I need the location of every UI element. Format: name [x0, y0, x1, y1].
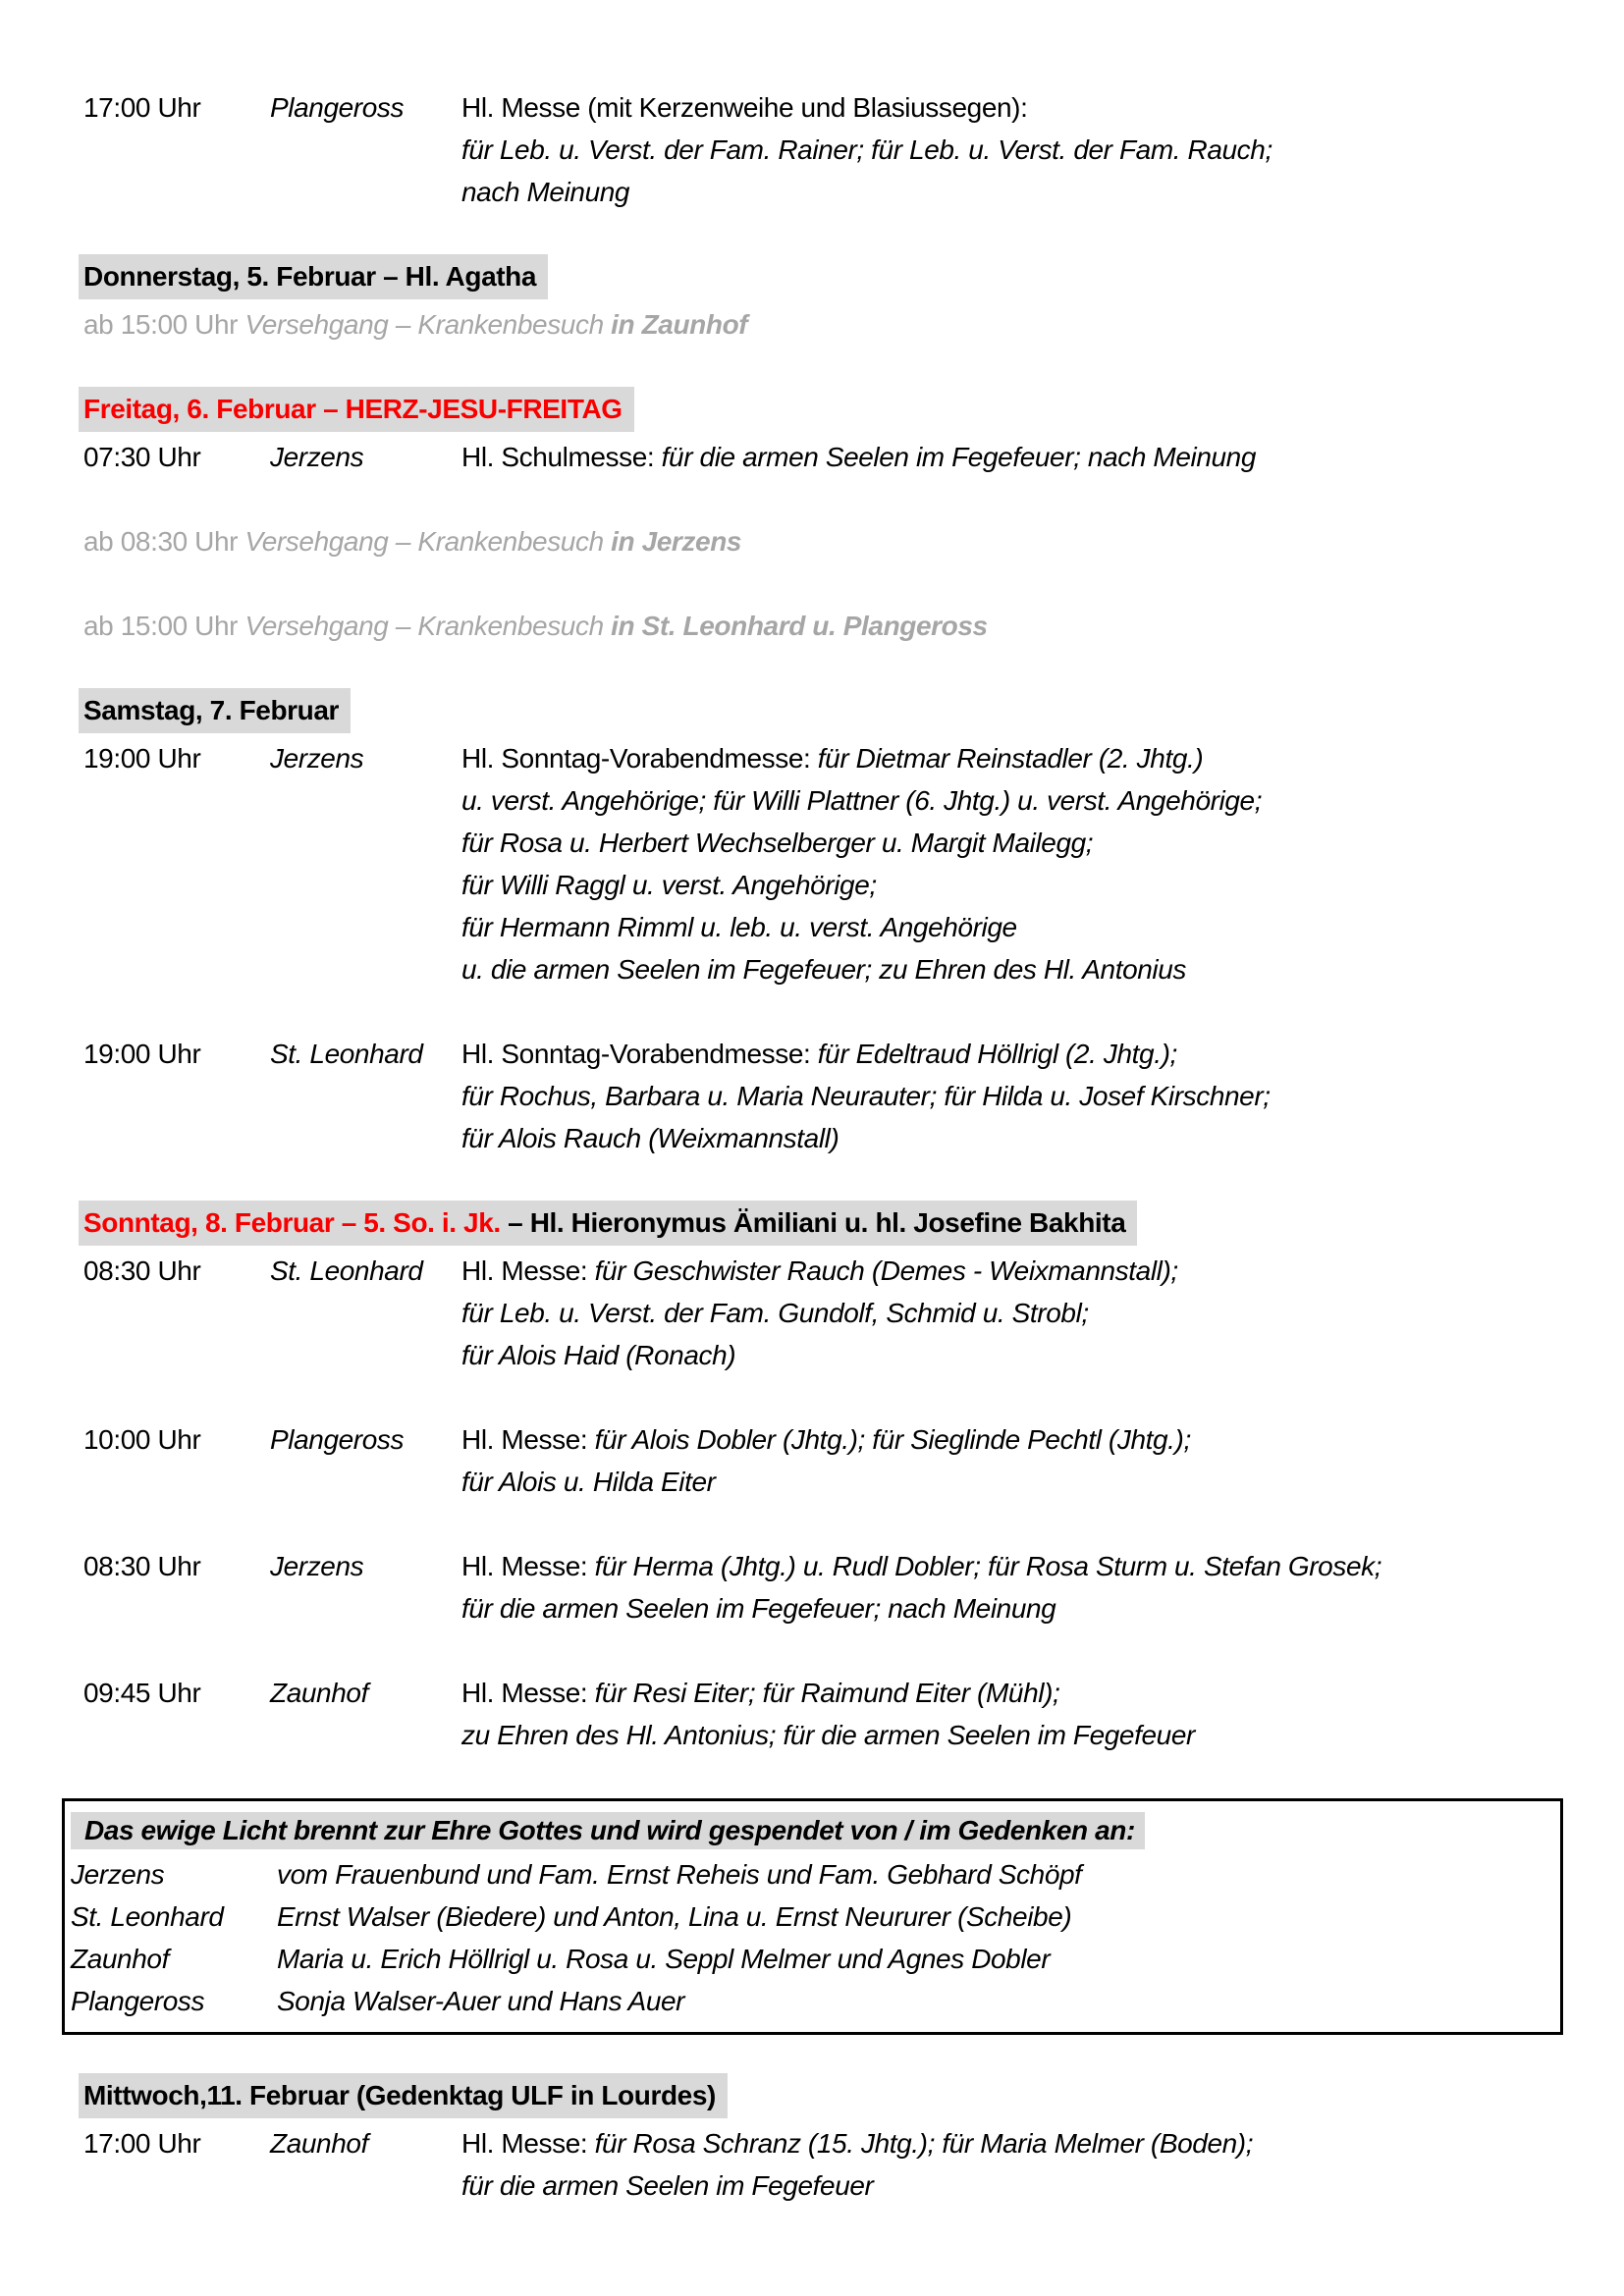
mass-time: 17:00 Uhr	[83, 2128, 201, 2159]
mass-intentions	[461, 1672, 1567, 1756]
mass-entry	[83, 436, 1567, 478]
day-header-text	[79, 688, 351, 733]
mass-entry	[83, 737, 1567, 990]
versehgang-label: Versehgang – Krankenbesuch	[244, 309, 612, 340]
mass-place: Zaunhof	[270, 1678, 368, 1708]
intention-text: für die armen Seelen im Fegefeuer; nach Meinung	[661, 442, 1257, 472]
mass-type-label: Hl. Sonntag-Vorabendmesse:	[461, 743, 818, 774]
place-label: St. Leonhard	[71, 1901, 224, 1932]
mass-time: 19:00 Uhr	[83, 1039, 201, 1069]
donors-text: Maria u. Erich Höllrigl u. Rosa u. Seppl Melmer und Agnes Dobler	[277, 1944, 1051, 1974]
mass-place: St. Leonhard	[270, 1039, 423, 1069]
mass-type-label: Hl. Messe:	[461, 1678, 595, 1708]
mass-time: 17:00 Uhr	[83, 92, 201, 123]
place-label: Zaunhof	[71, 1944, 169, 1974]
intention-line	[461, 737, 1567, 779]
day-header-text	[79, 1201, 1137, 1246]
day-header-text	[79, 254, 548, 299]
mass-entry	[83, 86, 1567, 213]
mass-type-label: Hl. Messe:	[461, 1551, 595, 1581]
intention-line: u. die armen Seelen im Fegefeuer; zu Ehren des Hl. Antonius	[461, 954, 1187, 985]
intention-line: nach Meinung	[461, 177, 630, 207]
intention-text: für Alois Dobler (Jhtg.); für Sieglinde Pechtl (Jhtg.);	[594, 1424, 1191, 1455]
intention-line: für Alois Rauch (Weixmannstall)	[461, 1123, 839, 1153]
donors-text: Sonja Walser-Auer und Hans Auer	[277, 1986, 685, 2016]
mass-intentions	[461, 1033, 1567, 1159]
mass-entry	[83, 1033, 1567, 1159]
mass-entry	[83, 1545, 1567, 1629]
mass-entry	[83, 1418, 1567, 1503]
mass-intentions	[461, 737, 1567, 990]
day-header-text	[79, 387, 634, 432]
mass-time: 10:00 Uhr	[83, 1424, 201, 1455]
day-header	[83, 255, 1567, 297]
versehgang-location: in Jerzens	[611, 526, 742, 557]
versehgang-time: ab 15:00 Uhr	[83, 611, 245, 641]
intention-line: u. verst. Angehörige; für Willi Plattner (6. Jhtg.) u. verst. Angehörige;	[461, 785, 1263, 816]
mass-entry	[83, 2122, 1567, 2207]
intention-line: für die armen Seelen im Fegefeuer	[461, 2170, 874, 2201]
eternal-light-box	[62, 1798, 1563, 2035]
intention-text: für Dietmar Reinstadler (2. Jhtg.)	[817, 743, 1204, 774]
versehgang-time: ab 15:00 Uhr	[83, 309, 245, 340]
mass-type-label: Hl. Messe:	[461, 2128, 595, 2159]
mass-intentions	[461, 86, 1567, 213]
versehgang-label: Versehgang – Krankenbesuch	[244, 611, 612, 641]
intention-line: für die armen Seelen im Fegefeuer; nach Meinung	[461, 1593, 1056, 1624]
intention-line	[461, 1250, 1567, 1292]
mass-time: 07:30 Uhr	[83, 442, 201, 472]
intention-line	[461, 436, 1567, 478]
day-header	[83, 388, 1567, 430]
day-header-part: Freitag, 6. Februar – HERZ-JESU-FREITAG	[83, 394, 623, 424]
day-header-part: Mittwoch,11. Februar (Gedenktag ULF in Lourdes)	[83, 2080, 716, 2110]
mass-intentions	[461, 1545, 1567, 1629]
mass-time: 08:30 Uhr	[83, 1551, 201, 1581]
donors-text: Ernst Walser (Biedere) und Anton, Lina u. Ernst Neururer (Scheibe)	[277, 1901, 1072, 1932]
intention-text: für Edeltraud Höllrigl (2. Jhtg.);	[817, 1039, 1177, 1069]
versehgang-label: Versehgang – Krankenbesuch	[244, 526, 612, 557]
intention-line: für Rochus, Barbara u. Maria Neurauter; für Hilda u. Josef Kirschner;	[461, 1081, 1271, 1111]
mass-place: Jerzens	[270, 743, 364, 774]
day-header-part: Samstag, 7. Februar	[83, 695, 340, 725]
versehgang-location: in St. Leonhard u. Plangeross	[611, 611, 988, 641]
intention-line	[461, 1545, 1567, 1587]
intention-line	[461, 1672, 1567, 1714]
mass-entry	[83, 1672, 1567, 1756]
mass-place: St. Leonhard	[270, 1255, 423, 1286]
versehgang-note	[83, 303, 1567, 346]
mass-type-label: Hl. Messe (mit Kerzenweihe und Blasiussegen):	[461, 92, 1028, 123]
eternal-light-row	[71, 1896, 1550, 1938]
mass-type-label: Hl. Messe:	[461, 1424, 595, 1455]
intention-line	[461, 2122, 1567, 2164]
mass-place: Jerzens	[270, 442, 364, 472]
mass-intentions	[461, 2122, 1567, 2207]
mass-time: 19:00 Uhr	[83, 743, 201, 774]
day-header-part: Donnerstag, 5. Februar – Hl. Agatha	[83, 261, 537, 292]
intention-text: für Herma (Jhtg.) u. Rudl Dobler; für Rosa Sturm u. Stefan Grosek;	[594, 1551, 1382, 1581]
mass-intentions	[461, 436, 1567, 478]
eternal-light-title: Das ewige Licht brennt zur Ehre Gottes und wird gespendet von / im Gedenken an:	[71, 1809, 1550, 1851]
eternal-light-row	[71, 1980, 1550, 2022]
intention-line	[461, 1418, 1567, 1461]
mass-type-label: Hl. Schulmesse:	[461, 442, 662, 472]
mass-place: Zaunhof	[270, 2128, 368, 2159]
intention-line: für Leb. u. Verst. der Fam. Rainer; für Leb. u. Verst. der Fam. Rauch;	[461, 134, 1272, 165]
mass-time: 08:30 Uhr	[83, 1255, 201, 1286]
intention-text: für Resi Eiter; für Raimund Eiter (Mühl);	[594, 1678, 1060, 1708]
versehgang-note	[83, 520, 1567, 562]
versehgang-time: ab 08:30 Uhr	[83, 526, 245, 557]
eternal-light-row	[71, 1853, 1550, 1896]
intention-line	[461, 1033, 1567, 1075]
versehgang-note	[83, 605, 1567, 647]
intention-line	[461, 86, 1567, 129]
donors-text: vom Frauenbund und Fam. Ernst Reheis und Fam. Gebhard Schöpf	[277, 1859, 1082, 1890]
day-header-part: – Hl. Hieronymus Ämiliani u. hl. Josefine Bakhita	[500, 1207, 1126, 1238]
day-header	[83, 2074, 1567, 2116]
mass-place: Plangeross	[270, 1424, 405, 1455]
mass-time: 09:45 Uhr	[83, 1678, 201, 1708]
day-header-text	[79, 2073, 728, 2118]
intention-line: für Hermann Rimml u. leb. u. verst. Angehörige	[461, 912, 1017, 942]
day-header	[83, 1201, 1567, 1244]
mass-intentions	[461, 1250, 1567, 1376]
mass-type-label: Hl. Sonntag-Vorabendmesse:	[461, 1039, 818, 1069]
place-label: Plangeross	[71, 1986, 205, 2016]
intention-text: für Geschwister Rauch (Demes - Weixmannstall);	[594, 1255, 1178, 1286]
day-header-part: Sonntag, 8. Februar – 5. So. i. Jk.	[83, 1207, 501, 1238]
day-header	[83, 689, 1567, 731]
mass-intentions	[461, 1418, 1567, 1503]
mass-entry	[83, 1250, 1567, 1376]
intention-line: für Rosa u. Herbert Wechselberger u. Margit Mailegg;	[461, 828, 1094, 858]
mass-place: Plangeross	[270, 92, 405, 123]
intention-line: für Alois u. Hilda Eiter	[461, 1467, 716, 1497]
intention-text: für Rosa Schranz (15. Jhtg.); für Maria Melmer (Boden);	[594, 2128, 1254, 2159]
place-label: Jerzens	[71, 1859, 165, 1890]
intention-line: zu Ehren des Hl. Antonius; für die armen Seelen im Fegefeuer	[461, 1720, 1195, 1750]
intention-line: für Willi Raggl u. verst. Angehörige;	[461, 870, 877, 900]
eternal-light-row	[71, 1938, 1550, 1980]
intention-line: für Alois Haid (Ronach)	[461, 1340, 736, 1370]
mass-type-label: Hl. Messe:	[461, 1255, 595, 1286]
versehgang-location: in Zaunhof	[611, 309, 748, 340]
mass-place: Jerzens	[270, 1551, 364, 1581]
intention-line: für Leb. u. Verst. der Fam. Gundolf, Schmid u. Strobl;	[461, 1298, 1089, 1328]
